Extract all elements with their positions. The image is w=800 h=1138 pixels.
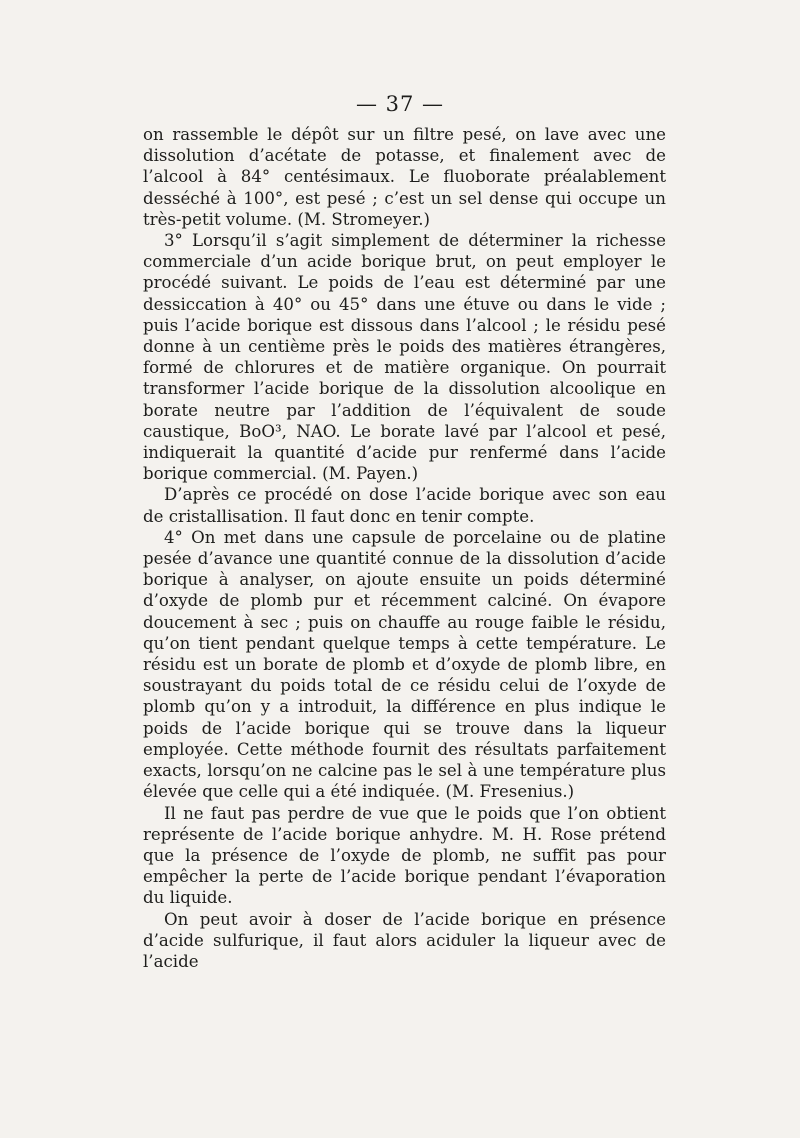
page-number: — 37 — xyxy=(355,92,445,116)
paragraph-6: On peut avoir à doser de l’acide borique en présence d’acide sulfurique, il faut alors aciduler la liqueur avec de l’acide xyxy=(143,909,666,971)
paragraph-1: on rassemble le dépôt sur un filtre pesé, on lave avec une dissolution d’acétate de potasse, et finalement avec de l’alcool à 84° centésimaux. Le fluoborate préalablement desséché à 100°, est pesé ; c’est un sel dense qui occupe un très-petit volume. (M. Stromeyer.) xyxy=(143,125,666,229)
paragraph-4: 4° On met dans une capsule de porcelaine ou de platine pesée d’avance une quantité connue de la dissolution d’acide borique à analyser, on ajoute ensuite un poids déterminé d’oxyde de plomb pur et récemment calciné. On évapore doucement à sec ; puis on chauffe au rouge faible le résidu, qu’on tient pendant quelque temps à cette température. Le résidu est un borate de plomb et d’oxyde de plomb libre, en soustrayant du poids total de ce résidu celui de l’oxyde de plomb qu’on y a introduit, la différence en plus indique le poids de l’acide borique qui se trouve dans la liqueur employée. Cette méthode fournit des résultats parfaitement exacts, lorsqu’on ne calcine pas le sel à une température plus élevée que celle qui a été indiquée. (M. Fresenius.) xyxy=(143,527,666,802)
paragraph-5: Il ne faut pas perdre de vue que le poids que l’on obtient représente de l’acide borique anhydre. M. H. Rose prétend que la présence de l’oxyde de plomb, ne suffit pas pour empêcher la perte de l’acide borique pendant l’évaporation du liquide. xyxy=(143,803,666,908)
paragraph-2: 3° Lorsqu’il s’agit simplement de déterminer la richesse commerciale d’un acide borique brut, on peut employer le procédé suivant. Le poids de l’eau est déterminé par une dessiccation à 40° ou 45° dans une étuve ou dans le vide ; puis l’acide borique est dissous dans l’alcool ; le résidu pesé donne à un centième près le poids des matières étrangères, formé de chlorures et de matière organique. On pourrait transformer l’acide borique de la dissolution alcoolique en borate neutre par l’addition de l’équivalent de soude caustique, BoO³, NAO. Le borate lavé par l’alcool et pesé, indiquerait la quantité d’acide pur renfermé dans l’acide borique commercial. (M. Payen.) xyxy=(143,231,666,484)
paragraph-3: D’après ce procédé on dose l’acide borique avec son eau de cristallisation. Il faut donc en tenir compte. xyxy=(143,485,666,526)
body-text xyxy=(143,124,666,972)
